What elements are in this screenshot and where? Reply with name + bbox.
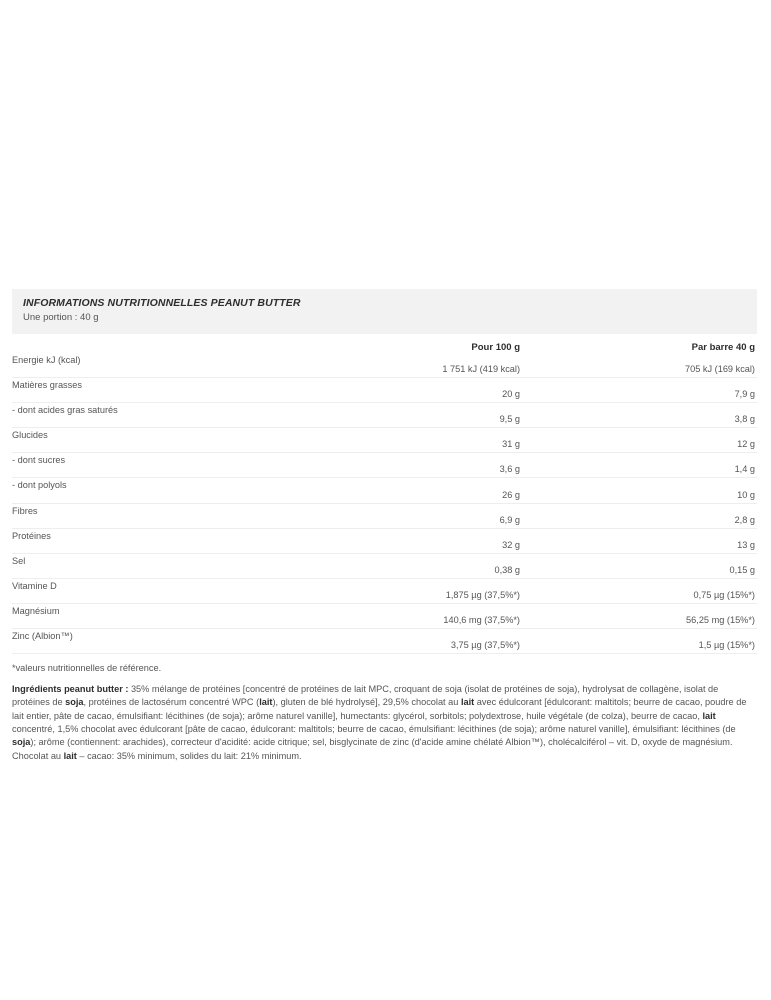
nutrient-label: Fibres xyxy=(12,503,312,528)
nutrient-label: Vitamine D xyxy=(12,578,312,603)
nutrient-label: Sel xyxy=(12,553,312,578)
value-per-100g: 0,38 g xyxy=(312,553,522,578)
ingredients-segment: avec édulcorant [édulcorant: maltitols; beurre de cacao, poudre de lait entier, pâte de cacao, émulsifiant: lécithines (de soja); arôme naturel vanille], humectants: glycérol, sorbitols; polydextrose, huile végétale (de colza), beurre de cacao, xyxy=(12,697,747,721)
ingredients-bold-segment: soja xyxy=(12,737,31,748)
table-row xyxy=(12,578,757,603)
ingredients-text xyxy=(12,683,757,763)
ingredients-segment: , protéines de lactosérum concentré WPC ( xyxy=(83,697,260,708)
ingredients-segment: ), gluten de blé hydrolysé], 29,5% chocolat au xyxy=(272,697,461,708)
nutrient-label: Glucides xyxy=(12,428,312,453)
ingredients-bold-segment: soja xyxy=(65,697,84,708)
portion-size: Une portion : 40 g xyxy=(23,312,99,323)
table-row xyxy=(12,353,757,378)
nutrient-label: Zinc (Albion™) xyxy=(12,629,312,654)
table-row xyxy=(12,403,757,428)
table-row xyxy=(12,378,757,403)
value-per-bar: 12 g xyxy=(522,428,757,453)
nutrition-title: INFORMATIONS NUTRITIONNELLES PEANUT BUTTER xyxy=(23,297,301,309)
nutrient-label: Magnésium xyxy=(12,603,312,628)
ingredients-bold-segment: lait xyxy=(259,697,273,708)
value-per-bar: 0,75 µg (15%*) xyxy=(522,578,757,603)
ingredients-segment: concentré, 1,5% chocolat avec édulcorant [pâte de cacao, édulcorant: maltitols; beurre de cacao, émulsifiant: lécithines (de soja); arôme naturel vanille], émulsifiant: lécithines (de xyxy=(12,724,736,735)
table-row xyxy=(12,528,757,553)
value-per-100g: 1 751 kJ (419 kcal) xyxy=(312,353,522,378)
value-per-100g: 32 g xyxy=(312,528,522,553)
nutrient-label: Matières grasses xyxy=(12,378,312,403)
column-header-per-bar: Par barre 40 g xyxy=(691,342,755,353)
ingredients-bold-segment: lait xyxy=(63,750,77,761)
value-per-100g: 31 g xyxy=(312,428,522,453)
table-row xyxy=(12,428,757,453)
value-per-100g: 1,875 µg (37,5%*) xyxy=(312,578,522,603)
nutrition-header xyxy=(12,289,757,334)
value-per-bar: 13 g xyxy=(522,528,757,553)
value-per-bar: 1,4 g xyxy=(522,453,757,478)
value-per-bar: 2,8 g xyxy=(522,503,757,528)
nutrition-panel xyxy=(12,289,757,763)
value-per-bar: 0,15 g xyxy=(522,553,757,578)
ingredients-segment: ); arôme (contiennent: arachides), correcteur d'acidité: acide citrique; sel, bisglycinate de zinc (d'acide amine chélaté Albion™), cholécalciférol – vit. D, oxyde de magnésium. Chocolat au xyxy=(12,737,733,761)
value-per-100g: 26 g xyxy=(312,478,522,503)
value-per-100g: 9,5 g xyxy=(312,403,522,428)
value-per-bar: 56,25 mg (15%*) xyxy=(522,603,757,628)
nutrient-label: - dont polyols xyxy=(12,478,312,503)
value-per-100g: 3,75 µg (37,5%*) xyxy=(312,629,522,654)
nutrient-label: - dont sucres xyxy=(12,453,312,478)
ingredients-bold-segment: Ingrédients peanut butter : xyxy=(12,684,129,695)
value-per-bar: 7,9 g xyxy=(522,378,757,403)
ingredients-segment: 35% mélange de protéines [concentré de protéines de lait MPC, croquant de soja (isolat de protéines de soja), hydrolysat de collagène, isolat de protéines de xyxy=(12,684,719,708)
column-header-nutrient xyxy=(12,334,312,353)
nutrient-label: Protéines xyxy=(12,528,312,553)
table-row xyxy=(12,478,757,503)
ingredients-bold-segment: lait xyxy=(460,697,475,708)
value-per-100g: 140,6 mg (37,5%*) xyxy=(312,603,522,628)
table-row xyxy=(12,629,757,654)
nutrient-label: - dont acides gras saturés xyxy=(12,403,312,428)
table-row xyxy=(12,603,757,628)
table-header-row xyxy=(12,334,757,353)
value-per-100g: 6,9 g xyxy=(312,503,522,528)
nutrient-label: Energie kJ (kcal) xyxy=(12,353,312,378)
value-per-bar: 705 kJ (169 kcal) xyxy=(522,353,757,378)
value-per-bar: 1,5 µg (15%*) xyxy=(522,629,757,654)
ingredients-bold-segment: lait xyxy=(702,710,716,721)
value-per-bar: 3,8 g xyxy=(522,403,757,428)
table-row xyxy=(12,553,757,578)
value-per-bar: 10 g xyxy=(522,478,757,503)
column-header-per-100g: Pour 100 g xyxy=(471,342,520,353)
nutrition-table xyxy=(12,334,757,654)
table-row xyxy=(12,453,757,478)
ingredients-segment: – cacao: 35% minimum, solides du lait: 21% minimum. xyxy=(76,750,302,761)
table-row xyxy=(12,503,757,528)
value-per-100g: 20 g xyxy=(312,378,522,403)
nutrition-table-body xyxy=(12,353,757,654)
value-per-100g: 3,6 g xyxy=(312,453,522,478)
reference-footnote: *valeurs nutritionnelles de référence. xyxy=(12,663,162,674)
